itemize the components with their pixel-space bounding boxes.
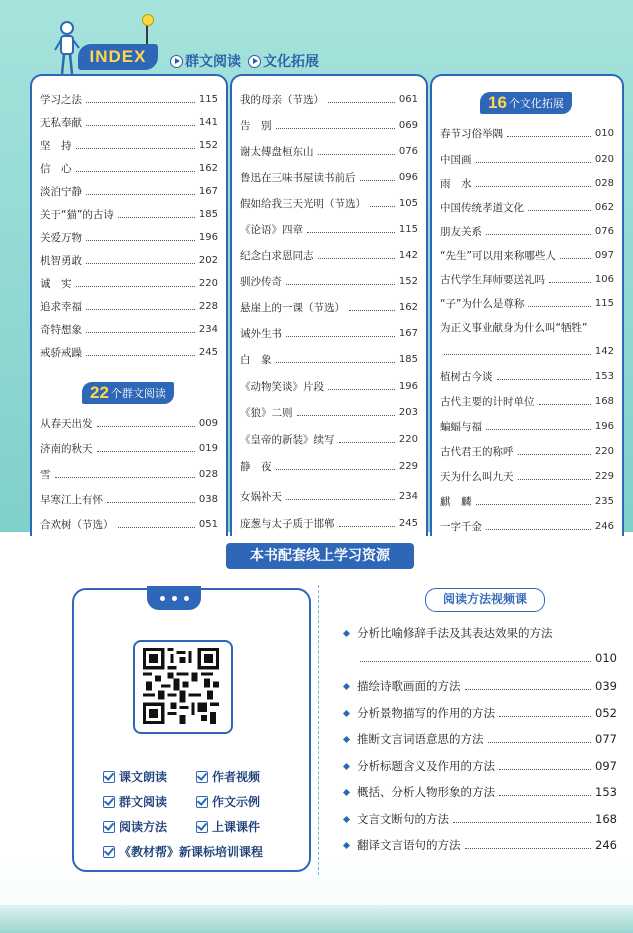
toc-entry[interactable] [240, 271, 418, 291]
entry-title: 机智勇敢 [40, 254, 82, 267]
video-entry[interactable] [344, 835, 617, 855]
entry-page: 202 [198, 254, 218, 266]
entry-page: 168 [595, 812, 617, 826]
video-entry-title: 分析景物描写的作用的方法 [357, 706, 495, 720]
entry-title: 悬崖上的一课（节选） [240, 301, 345, 314]
toc-entry[interactable] [440, 245, 614, 265]
entry-page: 220 [198, 277, 218, 289]
entry-title: 静 夜 [240, 460, 272, 473]
entry-page: 153 [594, 370, 614, 382]
entry-title: 白 象 [240, 353, 272, 366]
entry-page: 142 [594, 345, 614, 357]
entry-title: 坚 持 [40, 139, 72, 152]
toc-entry[interactable] [240, 323, 418, 343]
toc-entry[interactable] [240, 141, 418, 161]
video-course-title: 阅读方法视频课 [425, 588, 545, 612]
toc-entry[interactable] [440, 123, 614, 143]
bullet-icon [343, 762, 350, 769]
toc-entry[interactable] [240, 376, 418, 396]
entry-page: 168 [594, 395, 614, 407]
video-entry[interactable] [344, 676, 617, 696]
entry-page: 234 [198, 323, 218, 335]
video-entry-page-row[interactable] [356, 648, 617, 668]
toc-entry-wrapped-page[interactable] [440, 341, 614, 361]
entry-title: “先生”可以用来称哪些人 [440, 249, 556, 262]
entry-title: 奇特想象 [40, 323, 82, 336]
section-count: 16 [488, 93, 507, 112]
checkbox-icon [103, 771, 115, 783]
entry-page: 185 [398, 353, 418, 365]
entry-title: 中国画 [440, 153, 472, 166]
entry-page: 220 [398, 433, 418, 445]
entry-title: 关于“猫”的古诗 [40, 208, 114, 221]
toc-entry[interactable] [40, 135, 218, 155]
toc-column-3 [430, 74, 624, 536]
entry-page: 028 [198, 468, 218, 480]
entry-title: 植树古今谈 [440, 370, 493, 383]
entry-title: 关爱万物 [40, 231, 82, 244]
entry-page: 229 [398, 460, 418, 472]
entry-page: 153 [595, 785, 617, 799]
entry-title: 《论语》四章 [240, 223, 303, 236]
video-entry[interactable] [344, 782, 617, 802]
entry-page: 196 [198, 231, 218, 243]
bullet-icon [343, 629, 350, 636]
entry-page: 097 [595, 759, 617, 773]
feature-item [103, 768, 167, 785]
resources-banner: 本书配套线上学习资源 [226, 543, 414, 569]
video-entry-title: 分析标题含义及作用的方法 [357, 759, 495, 773]
toc-entry[interactable] [440, 197, 614, 217]
toc-entry[interactable] [240, 349, 418, 369]
entry-page: 061 [398, 93, 418, 105]
feature-label: 作者视频 [212, 770, 261, 784]
divider [318, 585, 319, 875]
entry-page: 229 [594, 470, 614, 482]
tab-label: 文化拓展 [263, 54, 319, 70]
entry-page: 052 [595, 706, 617, 720]
bullet-icon [343, 682, 350, 689]
entry-page: 246 [595, 838, 617, 852]
toc-entry[interactable] [240, 456, 418, 476]
entry-title: 春节习俗举隅 [440, 127, 503, 140]
entry-page: 069 [398, 119, 418, 131]
toc-entry[interactable] [240, 89, 418, 109]
toc-entry[interactable] [240, 297, 418, 317]
checkbox-icon [103, 796, 115, 808]
entry-page: 245 [198, 346, 218, 358]
index-badge: INDEX [78, 44, 158, 70]
entry-title: 驯沙传奇 [240, 275, 282, 288]
feature-label: 上课课件 [212, 820, 261, 834]
toc-entry[interactable] [440, 149, 614, 169]
toc-entry[interactable] [240, 513, 418, 533]
toc-entry[interactable] [440, 293, 614, 313]
video-entry-title: 分析比喻修辞手法及其表达效果的方法 [357, 626, 553, 640]
tab-group-reading [170, 51, 241, 71]
entry-page: 185 [198, 208, 218, 220]
entry-title: 古代学生拜师要送礼吗 [440, 273, 545, 286]
entry-page: 196 [594, 420, 614, 432]
feature-label: 群文阅读 [119, 795, 168, 809]
video-entry[interactable] [344, 703, 617, 723]
section-title-culture [480, 92, 572, 114]
entry-title: 济南的秋天 [40, 442, 93, 455]
entry-page: 142 [398, 249, 418, 261]
qr-code-icon[interactable] [143, 648, 219, 724]
checkbox-icon [196, 796, 208, 808]
feature-item [196, 768, 260, 785]
entry-title: 诫外生书 [240, 327, 282, 340]
entry-page: 076 [398, 145, 418, 157]
toc-entry[interactable] [40, 464, 218, 484]
entry-page: 196 [398, 380, 418, 392]
section-title-group-reading [82, 382, 174, 404]
entry-title: 告 别 [240, 119, 272, 132]
toc-entry[interactable] [40, 342, 218, 362]
checkbox-icon [103, 846, 115, 858]
section-label: 个文化拓展 [508, 97, 564, 110]
entry-page: 167 [198, 185, 218, 197]
entry-page: 038 [198, 493, 218, 505]
entry-title: 我的母亲（节选） [240, 93, 324, 106]
toc-entry[interactable] [40, 514, 218, 534]
entry-page: 115 [198, 93, 218, 105]
toc-entry[interactable] [40, 158, 218, 178]
entry-title: 天为什么叫九天 [440, 470, 514, 483]
toc-entry[interactable] [40, 204, 218, 224]
entry-page: 234 [398, 490, 418, 502]
video-entry-title: 文言文断句的方法 [357, 812, 449, 826]
entry-page: 115 [398, 223, 418, 235]
entry-title: 早寒江上有怀 [40, 493, 103, 506]
video-entry-title: 概括、分析人物形象的方法 [357, 785, 495, 799]
bullet-icon [343, 815, 350, 822]
toc-entry[interactable] [440, 221, 614, 241]
entry-page: 162 [198, 162, 218, 174]
toc-entry[interactable] [240, 167, 418, 187]
toc-entry-wrapped-title[interactable]: 为正义事业献身为什么叫“牺牲” [440, 322, 588, 334]
play-icon [248, 55, 261, 68]
toc-entry[interactable] [240, 193, 418, 213]
toc-entry[interactable] [440, 491, 614, 511]
lightbulb-icon [142, 14, 154, 26]
toc-entry[interactable] [440, 269, 614, 289]
entry-page: 062 [594, 201, 614, 213]
entry-page: 203 [398, 406, 418, 418]
phone-notch [147, 586, 201, 610]
video-entry[interactable] [344, 809, 617, 829]
section-count: 22 [90, 383, 109, 402]
toc-entry[interactable] [40, 227, 218, 247]
video-entry[interactable] [344, 756, 617, 776]
feature-item [103, 818, 167, 835]
toc-entry[interactable] [240, 486, 418, 506]
entry-page: 010 [594, 127, 614, 139]
entry-page: 152 [198, 139, 218, 151]
bottom-edge [0, 905, 633, 933]
toc-entry[interactable] [240, 219, 418, 239]
entry-title: 信 心 [40, 162, 72, 175]
toc-entry[interactable] [440, 516, 614, 536]
entry-title: 庞葱与太子质于邯郸 [240, 517, 335, 530]
entry-title: 女娲补天 [240, 490, 282, 503]
video-entry[interactable] [344, 625, 553, 641]
section-label: 个群文阅读 [110, 387, 166, 400]
toc-entry[interactable] [40, 250, 218, 270]
tab-label: 群文阅读 [185, 54, 241, 70]
toc-entry[interactable] [240, 115, 418, 135]
toc-entry[interactable] [440, 416, 614, 436]
entry-title: 谢太傅盘桓东山 [240, 145, 314, 158]
toc-column-1 [30, 74, 228, 536]
bullet-icon [343, 709, 350, 716]
entry-title: 一字千金 [440, 520, 482, 533]
entry-title: 假如给我三天光明（节选） [240, 197, 366, 210]
feature-label: 作文示例 [212, 795, 261, 809]
entry-title: 合欢树（节选） [40, 518, 114, 531]
entry-page: 039 [595, 679, 617, 693]
entry-title: 古代君王的称呼 [440, 445, 514, 458]
checkbox-icon [196, 821, 208, 833]
toc-entry[interactable] [440, 466, 614, 486]
entry-title: 诚 实 [40, 277, 72, 290]
entry-page: 235 [594, 495, 614, 507]
entry-page: 028 [594, 177, 614, 189]
entry-page: 019 [198, 442, 218, 454]
video-entry[interactable] [344, 729, 617, 749]
entry-page: 076 [594, 225, 614, 237]
checkbox-icon [196, 771, 208, 783]
feature-label: 阅读方法 [119, 820, 168, 834]
toc-entry[interactable] [40, 273, 218, 293]
play-icon [170, 55, 183, 68]
tab-culture [248, 51, 319, 71]
toc-entry[interactable] [40, 112, 218, 132]
toc-entry[interactable] [40, 413, 218, 433]
toc-column-2 [230, 74, 428, 536]
entry-title: 戒骄戒躁 [40, 346, 82, 359]
entry-title: 学习之法 [40, 93, 82, 106]
entry-page: 009 [198, 417, 218, 429]
toc-entry[interactable] [40, 438, 218, 458]
toc-entry[interactable] [240, 429, 418, 449]
entry-page: 245 [398, 517, 418, 529]
entry-page: 115 [594, 297, 614, 309]
entry-page: 106 [594, 273, 614, 285]
entry-title: 追求幸福 [40, 300, 82, 313]
entry-title: 朋友关系 [440, 225, 482, 238]
entry-title: 雨 水 [440, 177, 472, 190]
entry-page: 246 [594, 520, 614, 532]
toc-entry[interactable] [40, 181, 218, 201]
toc-entry[interactable] [440, 441, 614, 461]
entry-page: 228 [198, 300, 218, 312]
entry-title: 从春天出发 [40, 417, 93, 430]
entry-page: 051 [198, 518, 218, 530]
bullet-icon [343, 735, 350, 742]
entry-title: 蝙蝠与福 [440, 420, 482, 433]
toc-entry[interactable] [440, 173, 614, 193]
entry-page: 105 [398, 197, 418, 209]
toc-entry[interactable] [440, 391, 614, 411]
checkbox-icon [103, 821, 115, 833]
toc-entry[interactable] [240, 245, 418, 265]
entry-page: 162 [398, 301, 418, 313]
entry-page: 010 [595, 651, 617, 665]
toc-entry[interactable] [240, 402, 418, 422]
entry-title: 中国传统孝道文化 [440, 201, 524, 214]
toc-entry[interactable] [40, 319, 218, 339]
entry-title: 《狼》二则 [240, 406, 293, 419]
entry-title: 古代主要的计时单位 [440, 395, 535, 408]
entry-title: 雪 [40, 468, 51, 481]
video-entry-title: 描绘诗歌画面的方法 [357, 679, 461, 693]
entry-title: 淡泊宁静 [40, 185, 82, 198]
toc-entry[interactable] [40, 296, 218, 316]
entry-page: 141 [198, 116, 218, 128]
entry-page: 020 [594, 153, 614, 165]
entry-page: 167 [398, 327, 418, 339]
feature-label: 课文朗读 [119, 770, 168, 784]
entry-title: 麒 麟 [440, 495, 472, 508]
feature-item [196, 793, 260, 810]
video-entry-title: 翻译文言语句的方法 [357, 838, 461, 852]
lamp-cable [146, 24, 148, 46]
toc-entry[interactable] [40, 489, 218, 509]
entry-title: 纪念白求恩同志 [240, 249, 314, 262]
entry-page: 097 [594, 249, 614, 261]
feature-item-wide [103, 843, 263, 860]
entry-title: 无私奉献 [40, 116, 82, 129]
feature-item [196, 818, 260, 835]
feature-label: 《教材帮》新课标培训课程 [119, 845, 264, 859]
entry-title: 《皇帝的新装》续写 [240, 433, 335, 446]
entry-page: 220 [594, 445, 614, 457]
entry-page: 077 [595, 732, 617, 746]
toc-entry[interactable] [40, 89, 218, 109]
entry-page: 096 [398, 171, 418, 183]
toc-entry[interactable] [440, 366, 614, 386]
entry-title: 《动物笑谈》片段 [240, 380, 324, 393]
video-entry-title: 推断文言词语意思的方法 [357, 732, 484, 746]
feature-item [103, 793, 167, 810]
entry-title: 鲁迅在三味书屋读书前后 [240, 171, 356, 184]
entry-title: “子”为什么是尊称 [440, 297, 525, 310]
bullet-icon [343, 841, 350, 848]
bullet-icon [343, 788, 350, 795]
entry-page: 152 [398, 275, 418, 287]
